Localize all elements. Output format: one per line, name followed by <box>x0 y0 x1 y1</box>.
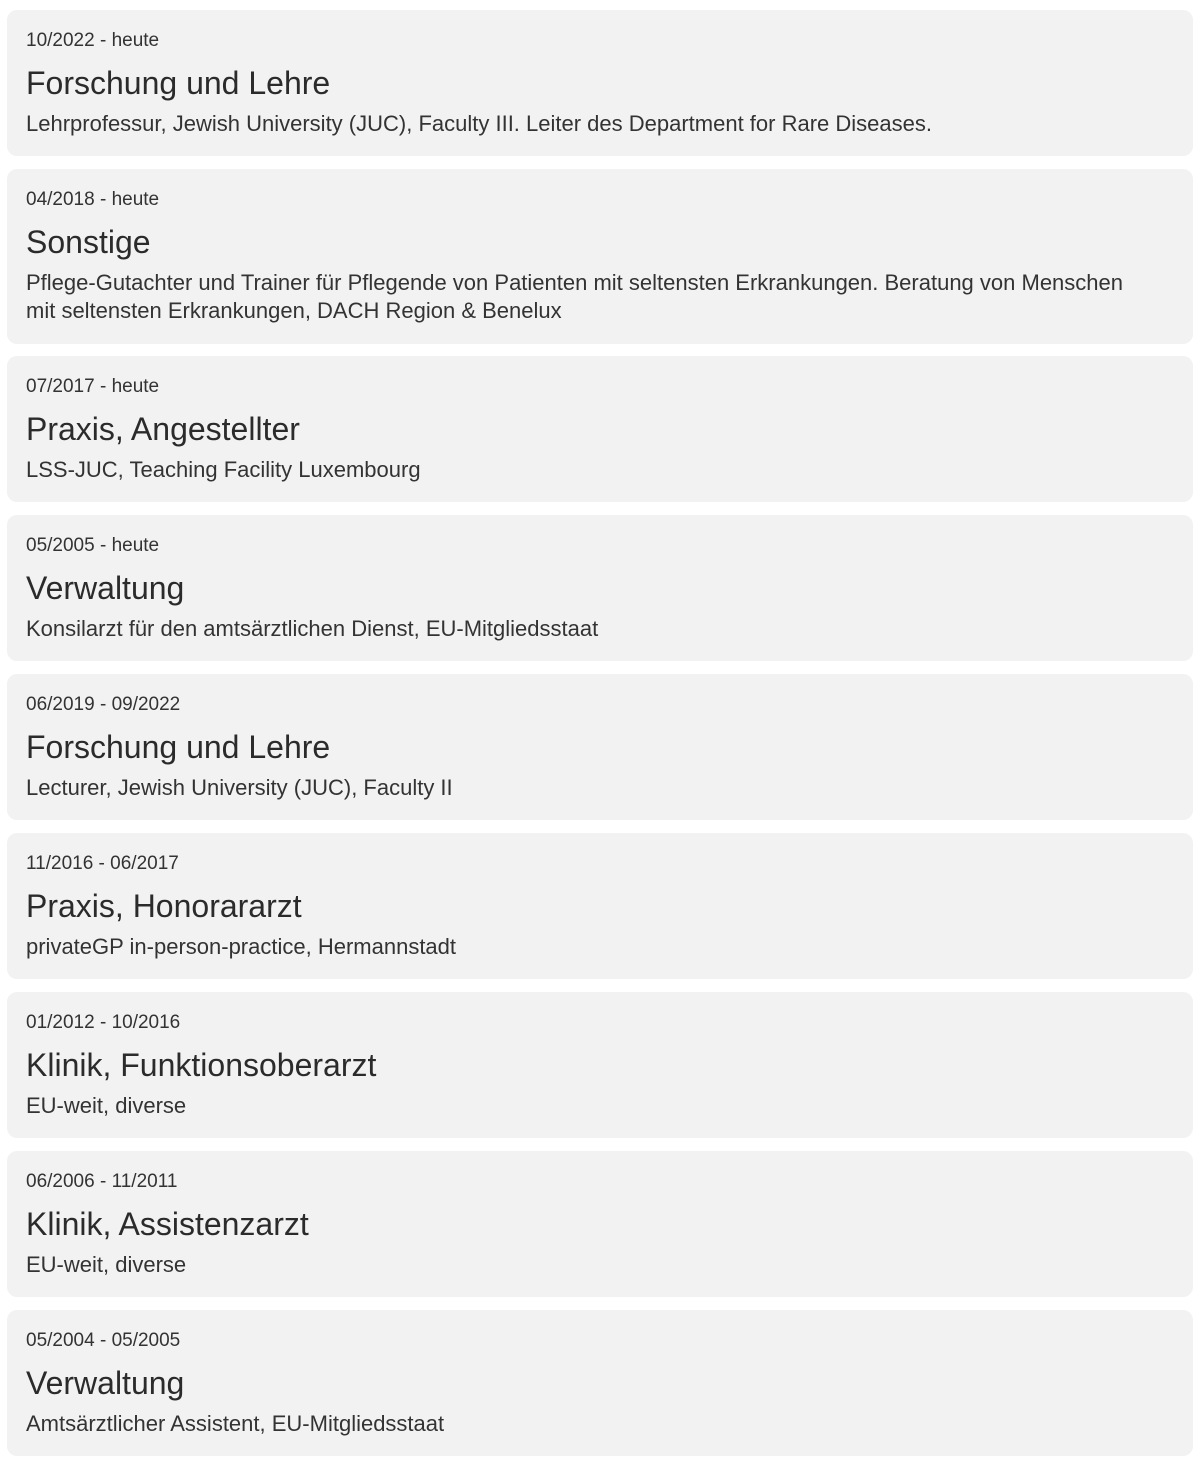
timeline-entry <box>7 169 1193 344</box>
entry-date: 07/2017 - heute <box>26 376 160 397</box>
entry-title: Klinik, Funktionsoberarzt <box>26 1047 377 1083</box>
entry-date: 01/2012 - 10/2016 <box>26 1012 181 1033</box>
entry-description: Lecturer, Jewish University (JUC), Faculty II <box>26 775 453 800</box>
entry-date: 05/2004 - 05/2005 <box>26 1330 181 1351</box>
entry-title: Klinik, Assistenzarzt <box>26 1206 309 1242</box>
entry-title: Forschung und Lehre <box>26 65 331 101</box>
entry-description: EU-weit, diverse <box>26 1252 187 1277</box>
timeline-entry <box>7 833 1193 979</box>
timeline-entry <box>7 356 1193 502</box>
timeline-entry <box>7 992 1193 1138</box>
entry-description: Pflege-Gutachter und Trainer für Pflegende von Patienten mit seltensten Erkrankungen. Beratung von Menschen mit seltensten Erkrankungen, DACH Region & Benelux <box>26 270 1123 323</box>
entry-description: Konsilarzt für den amtsärztlichen Dienst, EU-Mitgliedsstaat <box>26 616 599 641</box>
entry-description: Amtsärztlicher Assistent, EU-Mitgliedsstaat <box>26 1411 445 1436</box>
entry-title: Sonstige <box>26 224 151 260</box>
timeline-entry <box>7 1151 1193 1297</box>
timeline-entry <box>7 1310 1193 1456</box>
entry-description: privateGP in-person-practice, Hermannstadt <box>26 934 457 959</box>
entry-title: Verwaltung <box>26 570 185 606</box>
entry-date: 04/2018 - heute <box>26 189 160 210</box>
entry-description: EU-weit, diverse <box>26 1093 187 1118</box>
entry-description: LSS-JUC, Teaching Facility Luxembourg <box>26 457 421 482</box>
entry-date: 11/2016 - 06/2017 <box>26 853 179 874</box>
entry-title: Forschung und Lehre <box>26 729 331 765</box>
timeline-entry <box>7 515 1193 661</box>
entry-description: Lehrprofessur, Jewish University (JUC), Faculty III. Leiter des Department for Rare Diseases. <box>26 111 932 136</box>
entry-date: 05/2005 - heute <box>26 535 160 556</box>
entry-title: Praxis, Honorararzt <box>26 888 302 924</box>
entry-date: 06/2006 - 11/2011 <box>26 1171 178 1192</box>
entry-title: Praxis, Angestellter <box>26 411 300 447</box>
entry-title: Verwaltung <box>26 1365 185 1401</box>
entry-date: 06/2019 - 09/2022 <box>26 694 181 715</box>
timeline-entry <box>7 674 1193 820</box>
timeline-entry <box>7 10 1193 156</box>
entry-date: 10/2022 - heute <box>26 30 160 51</box>
